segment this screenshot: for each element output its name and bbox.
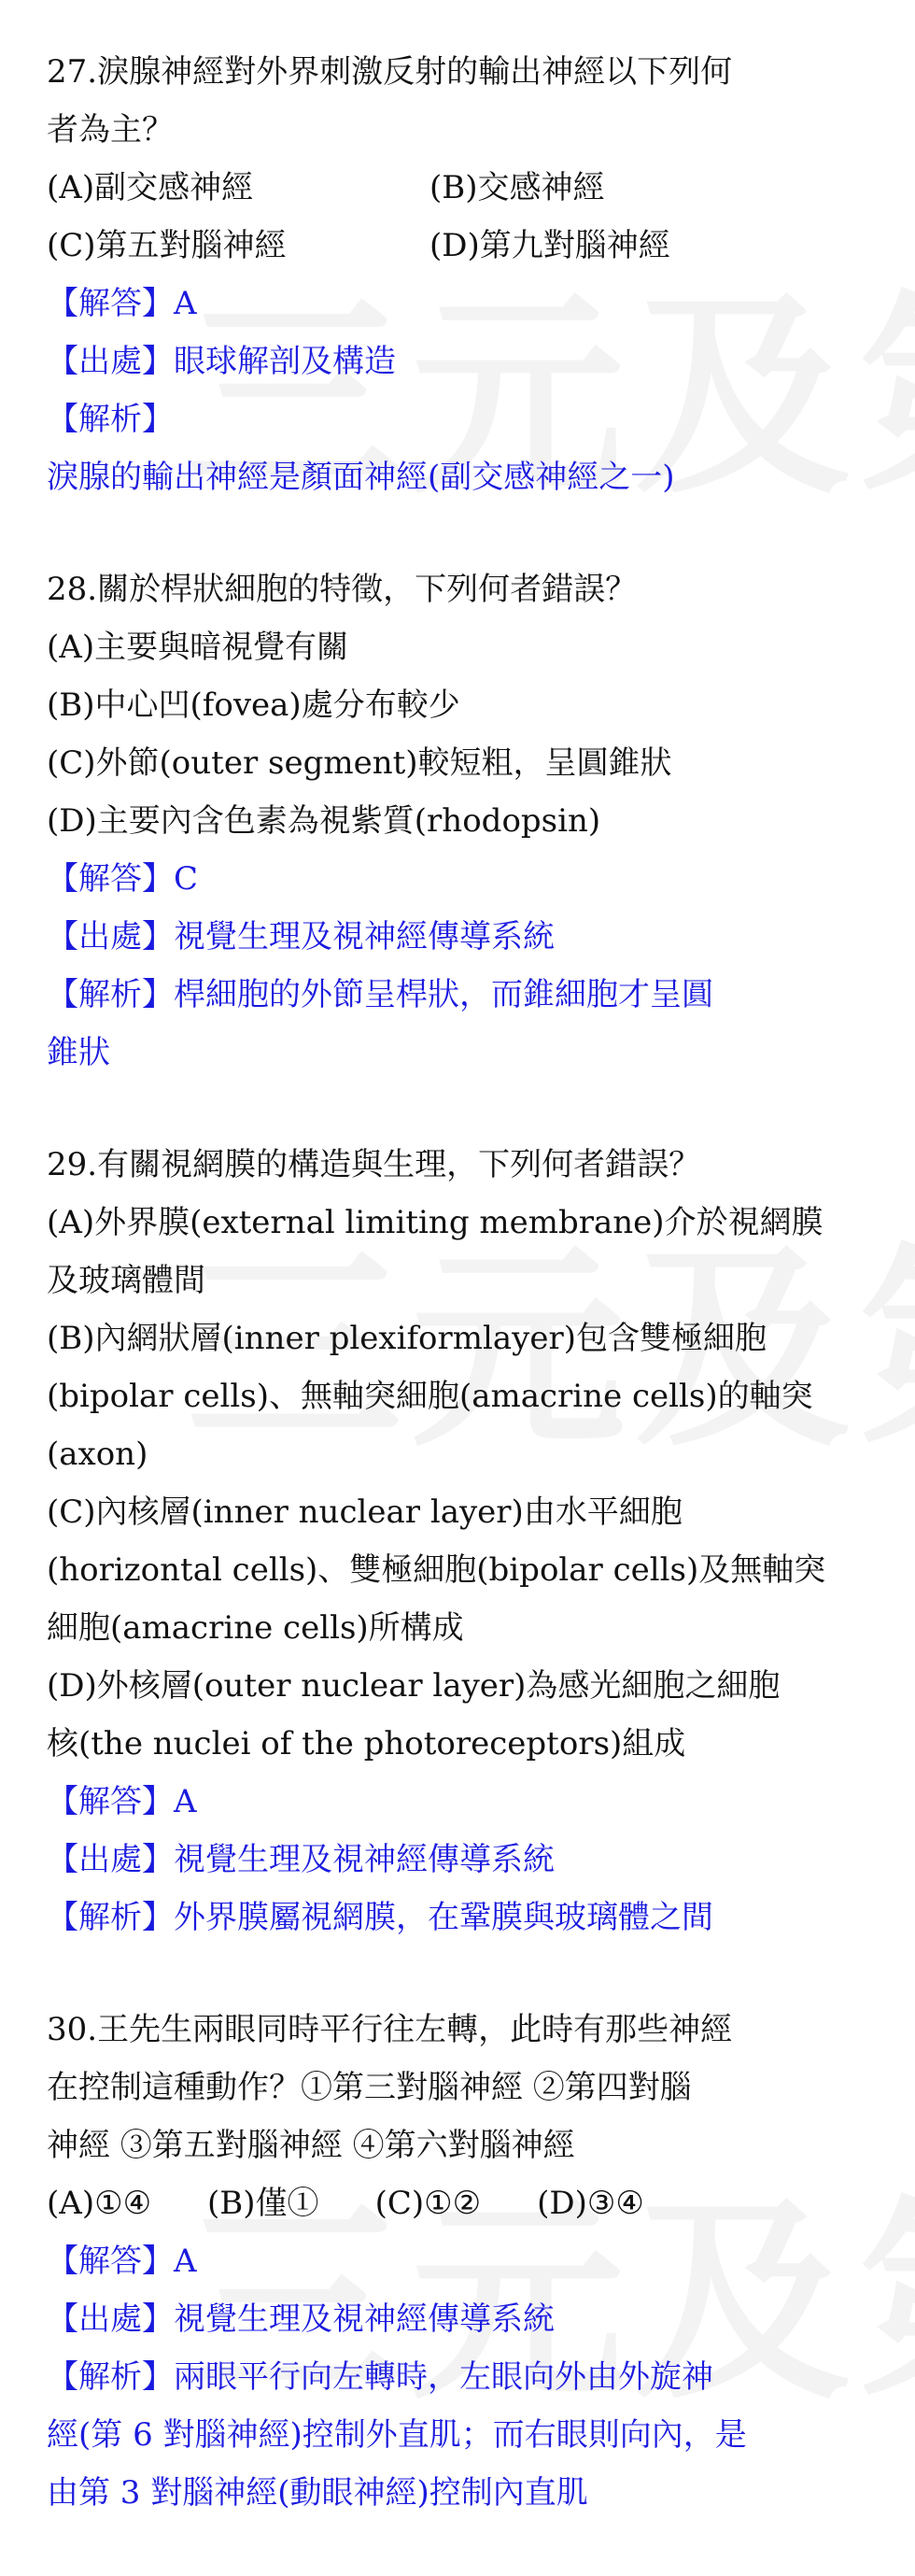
explain-text: 經(第 6 對腦神經)控制外直肌；而右眼則向內，是	[47, 2416, 747, 2454]
explain-line	[47, 390, 887, 448]
source-value: 視覺生理及視神經傳導系統	[174, 1841, 555, 1878]
options-row	[47, 217, 887, 275]
answer-tag: 【解答】	[47, 1783, 174, 1820]
question-30	[47, 2001, 887, 2522]
option-d: (D)主要內含色素為視紫質(rhodopsin)	[47, 802, 601, 840]
source-line	[47, 908, 887, 966]
source-tag: 【出處】	[47, 918, 174, 955]
answer-tag: 【解答】	[47, 860, 174, 898]
option-a: (A)外界膜(external limiting membrane)介於視網膜	[47, 1204, 824, 1241]
option-c: (horizontal cells)、雙極細胞(bipolar cells)及無軸突	[47, 1551, 826, 1589]
explain-text: 外界膜屬視網膜，在鞏膜與玻璃體之間	[174, 1899, 713, 1936]
source-tag: 【出處】	[47, 1841, 174, 1878]
answer-line	[47, 850, 887, 908]
option-d: (D)③④	[537, 2185, 644, 2222]
option-c: (C)①②	[374, 2185, 482, 2222]
question-stem: 29.有關視網膜的構造與生理，下列何者錯誤？	[47, 1146, 701, 1183]
source-line	[47, 333, 887, 390]
source-value: 眼球解剖及構造	[174, 343, 396, 380]
question-27	[47, 43, 887, 506]
explain-text: 淚腺的輸出神經是顏面神經(副交感神經之一)	[47, 459, 675, 496]
explain-text: 錐狀	[47, 1034, 110, 1071]
option-b: (B)僅①	[207, 2185, 319, 2222]
source-line	[47, 1831, 887, 1889]
options-row	[47, 159, 887, 217]
explain-text: 兩眼平行向左轉時，左眼向外由外旋神	[174, 2358, 713, 2396]
option-b: (B)內網狀層(inner plexiformlayer)包含雙極細胞	[47, 1320, 767, 1357]
source-tag: 【出處】	[47, 343, 174, 380]
explain-line	[47, 966, 887, 1024]
answer-tag: 【解答】	[47, 285, 174, 322]
exam-page	[47, 43, 887, 2576]
option-d: (D)外核層(outer nuclear layer)為感光細胞之細胞	[47, 1667, 781, 1705]
option-c: (C)第五對腦神經	[47, 227, 287, 264]
explain-tag: 【解析】	[47, 401, 174, 438]
answer-value: A	[174, 1783, 197, 1820]
explain-tag: 【解析】	[47, 1899, 174, 1936]
answer-line	[47, 2232, 887, 2290]
answer-value: A	[174, 2243, 197, 2280]
question-stem: 30.王先生兩眼同時平行往左轉，此時有那些神經	[47, 2011, 733, 2048]
answer-line	[47, 1773, 887, 1831]
option-d: (D)第九對腦神經	[429, 227, 670, 264]
explain-tag: 【解析】	[47, 976, 174, 1013]
option-a: (A)副交感神經	[47, 169, 254, 206]
question-stem: 在控制這種動作？①第三對腦神經 ②第四對腦	[47, 2069, 692, 2106]
question-stem: 者為主？	[47, 111, 174, 149]
option-c: (C)內核層(inner nuclear layer)由水平細胞	[47, 1493, 683, 1531]
explain-tag: 【解析】	[47, 2358, 174, 2396]
explain-line	[47, 1889, 887, 1946]
answer-value: A	[174, 285, 197, 322]
options-row	[47, 2174, 887, 2232]
option-b: (axon)	[47, 1436, 148, 1473]
answer-tag: 【解答】	[47, 2243, 174, 2280]
option-a: (A)①④	[47, 2185, 152, 2222]
option-b: (B)中心凹(fovea)處分布較少	[47, 686, 460, 724]
explain-text: 桿細胞的外節呈桿狀，而錐細胞才呈圓	[174, 976, 713, 1013]
explain-text: 由第 3 對腦神經(動眼神經)控制內直肌	[47, 2474, 588, 2512]
explain-line	[47, 2348, 887, 2406]
question-28	[47, 560, 887, 1082]
option-c: 細胞(amacrine cells)所構成	[47, 1609, 464, 1647]
source-line	[47, 2290, 887, 2348]
source-value: 視覺生理及視神經傳導系統	[174, 918, 555, 955]
option-c: (C)外節(outer segment)較短粗，呈圓錐狀	[47, 744, 672, 782]
source-value: 視覺生理及視神經傳導系統	[174, 2300, 555, 2338]
answer-line	[47, 275, 887, 333]
question-stem: 神經 ③第五對腦神經 ④第六對腦神經	[47, 2127, 575, 2164]
question-stem: 28.關於桿狀細胞的特徵，下列何者錯誤？	[47, 571, 638, 608]
option-b: (B)交感神經	[429, 169, 605, 206]
option-b: (bipolar cells)、無軸突細胞(amacrine cells)的軸突	[47, 1378, 813, 1415]
question-stem: 27.淚腺神經對外界刺激反射的輸出神經以下列何	[47, 53, 733, 91]
option-a: 及玻璃體間	[47, 1262, 205, 1299]
option-a: (A)主要與暗視覺有關	[47, 629, 349, 666]
option-d: 核(the nuclei of the photoreceptors)組成	[47, 1725, 686, 1762]
question-29	[47, 1136, 887, 1946]
source-tag: 【出處】	[47, 2300, 174, 2338]
answer-value: C	[174, 860, 199, 898]
